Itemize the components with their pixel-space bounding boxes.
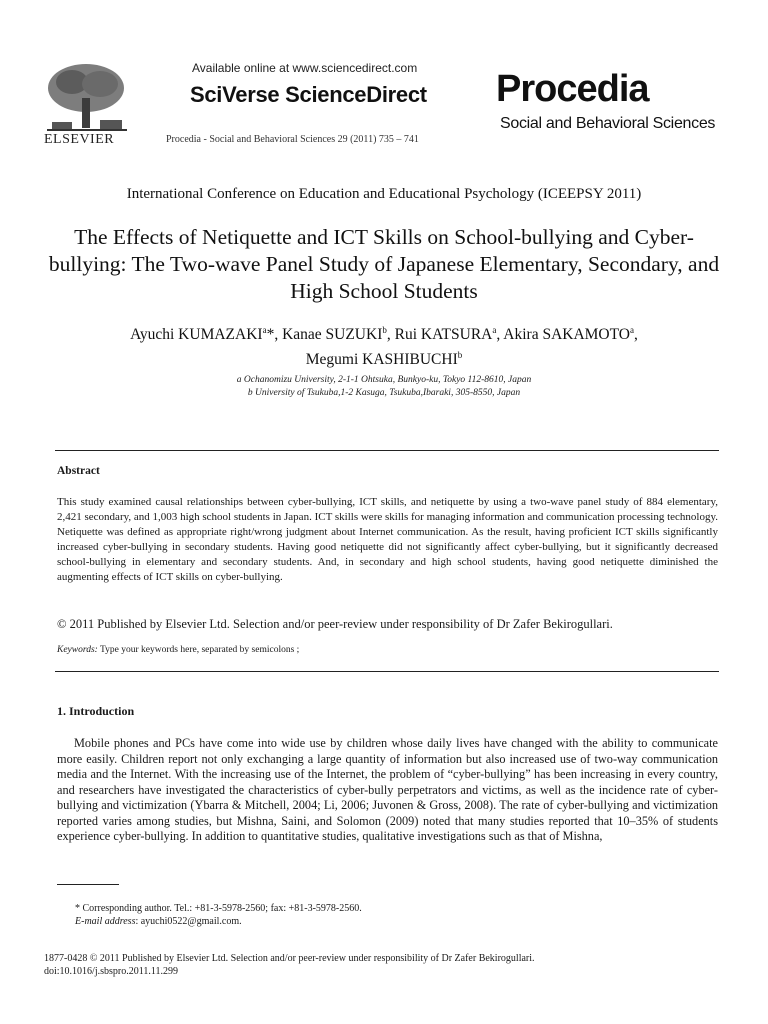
abstract-body: This study examined causal relationships between cyber-bullying, ICT skills, and netiquette by using a two-wave panel study of 884 elementary, 2,421 secondary, and 1,003 high school students in Japan. ICT skills were skills for managing information and communication processing technology. Netiquette was defined as appropriate right/wrong judgment about Internet communication. As the result, having proficient ICT skills significantly increased cyber-bullying in secondary students. Having good netiquette did not significantly affect cyber-bullying, but it significantly decreased school-bullying in elementary and secondary students. And, in secondary and high school students, having good netiquette diminished the augmenting effects of ICT skills on cyber-bullying.	[57, 496, 718, 583]
introduction-paragraph: Mobile phones and PCs have come into wide use by children whose daily lives have changed with the ability to communicate more easily. Children report not only exchanging a large quantity of information but also increased use of two-way communication media and the Internet. With the increasing use of the Internet, the problem of “cyber-bullying” has been increasing in every country, and researchers have investigated the characteristics of cyber-bully perpetrators and victims, as well as the incidence rate of cyber-bullying and victimization (Ybarra & Mitchell, 2004; Li, 2006; Juvonen & Gross, 2008). The rate of cyber-bullying and victimization reported varies among studies, but Mishna, Saini, and Solomon (2009) noted that many studies reported that 10–35% of students experience cyber-bullying. In addition to quantitative studies, qualitative investigations such as that of Mishna,	[57, 736, 718, 843]
affiliation-a: a Ochanomizu University, 2-1-1 Ohtsuka, Bunkyo-ku, Tokyo 112-8610, Japan	[236, 375, 532, 385]
journal-subtitle: Social and Behavioral Sciences	[500, 115, 716, 132]
author-name: Rui KATSURA	[394, 326, 493, 344]
author-separator: ,	[386, 326, 395, 344]
author-affiliation-mark: a	[630, 325, 635, 335]
journal-title: Procedia	[496, 68, 649, 110]
affiliations	[40, 374, 728, 400]
author-name: Ayuchi KUMAZAKI	[130, 326, 263, 344]
author-name: Akira SAKAMOTO	[503, 326, 631, 344]
keywords-text: Type your keywords here, separated by semicolons ;	[97, 645, 300, 655]
author-name: Megumi KASHIBUCHI	[305, 351, 458, 369]
footnote-divider	[57, 884, 119, 885]
section-heading: 1. Introduction	[57, 704, 135, 718]
journal-citation: Procedia - Social and Behavioral Sciences 29 (2011) 735 – 741	[166, 134, 419, 145]
doi-line: doi:10.1016/j.sbspro.2011.11.299	[44, 966, 178, 977]
author-affiliation-mark: b	[382, 325, 387, 335]
abstract-heading: Abstract	[57, 465, 100, 477]
author-separator: ,	[496, 326, 504, 344]
available-online-text: Available online at www.sciencedirect.com	[192, 61, 418, 75]
email-note	[75, 916, 242, 927]
author-affiliation-mark: a	[262, 325, 267, 335]
affiliation-b: b University of Tsukuba,1-2 Kasuga, Tsukuba,Ibaraki, 305-8550, Japan	[247, 388, 521, 398]
publisher-wordmark: ELSEVIER	[44, 132, 115, 147]
email-address: : ayuchi0522@gmail.com.	[135, 916, 242, 927]
issn-copyright-line: 1877-0428 © 2011 Published by Elsevier Ltd. Selection and/or peer-review under responsibility of Dr Zafer Bekirogullari.	[44, 953, 535, 964]
author-separator: ,	[634, 326, 638, 344]
author-affiliation-mark: b	[457, 350, 463, 361]
platform-name: SciVerse ScienceDirect	[190, 82, 427, 107]
author-separator: *,	[266, 326, 283, 344]
conference-name: International Conference on Education and Educational Psychology (ICEEPSY 2011)	[126, 186, 642, 202]
author-list	[40, 320, 728, 370]
corresponding-author-note: * Corresponding author. Tel.: +81-3-5978-2560; fax: +81-3-5978-2560.	[75, 903, 362, 914]
paper-title: The Effects of Netiquette and ICT Skills on School-bullying and Cyber-bullying: The Two-wave Panel Study of Japanese Elementary, Secondary, and High School Students	[48, 225, 720, 303]
keywords-line	[57, 645, 299, 655]
copyright-notice: © 2011 Published by Elsevier Ltd. Selection and/or peer-review under responsibility of Dr Zafer Bekirogullari.	[57, 617, 613, 631]
abstract-top-divider	[55, 450, 719, 451]
author-affiliation-mark: a	[492, 325, 497, 335]
author-name: Kanae SUZUKI	[282, 326, 383, 344]
keywords-label: Keywords:	[57, 645, 98, 655]
email-label: E-mail address	[75, 916, 136, 927]
abstract-bottom-divider	[55, 671, 719, 672]
